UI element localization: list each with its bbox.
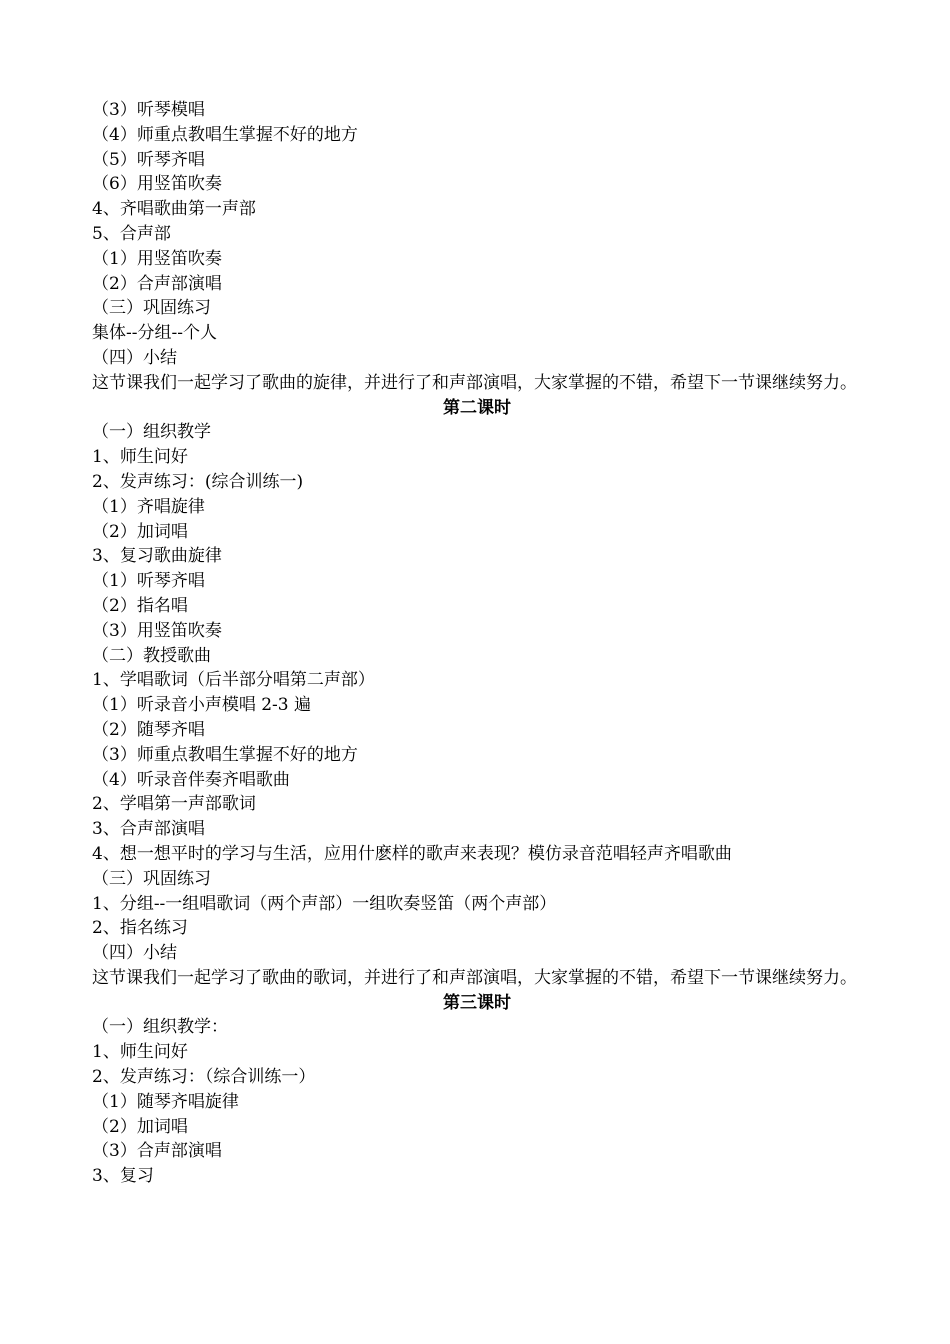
text-line: （4）听录音伴奏齐唱歌曲 <box>92 769 290 790</box>
text-line: 2、指名练习 <box>92 918 188 939</box>
text-line: （2）加词唱 <box>92 521 188 542</box>
text-line: 集体--分组--个人 <box>92 323 217 344</box>
text-line: （1）用竖笛吹奏 <box>92 248 222 269</box>
text-line: （一）组织教学： <box>92 1017 228 1038</box>
summary-paragraph: 这节课我们一起学习了歌曲的旋律，并进行了和声部演唱，大家掌握的不错，希望下一节课继续努力。 <box>92 372 857 393</box>
text-line: （四）小结 <box>92 943 177 964</box>
text-line: （二）教授歌曲 <box>92 645 211 666</box>
section-2 <box>92 396 862 991</box>
text-line: 1、学唱歌词（后半部分唱第二声部） <box>92 670 375 691</box>
text-line: （2）加词唱 <box>92 1116 188 1137</box>
text-line: （1）随琴齐唱旋律 <box>92 1091 239 1112</box>
document-page <box>92 98 862 1189</box>
text-line: （3）听琴模唱 <box>92 100 205 120</box>
text-line: （6）用竖笛吹奏 <box>92 174 222 195</box>
text-line: （2）合声部演唱 <box>92 273 222 294</box>
text-line: （3）师重点教唱生掌握不好的地方 <box>92 744 358 765</box>
text-line: 3、复习歌曲旋律 <box>92 546 222 567</box>
text-line: （三）巩固练习 <box>92 298 211 319</box>
text-line: （三）巩固练习 <box>92 868 211 889</box>
text-line: （2）指名唱 <box>92 595 188 616</box>
text-line: （3）合声部演唱 <box>92 1141 222 1162</box>
text-line: （1）齐唱旋律 <box>92 496 205 517</box>
text-line: （1）听琴齐唱 <box>92 571 205 592</box>
summary-paragraph: 这节课我们一起学习了歌曲的歌词，并进行了和声部演唱，大家掌握的不错，希望下一节课继续努力。 <box>92 967 857 988</box>
text-line: （四）小结 <box>92 347 177 368</box>
text-line: 3、复习 <box>92 1166 154 1187</box>
section-3 <box>92 991 862 1189</box>
text-line: 1、师生问好 <box>92 447 188 468</box>
text-line: 2、学唱第一声部歌词 <box>92 794 256 815</box>
text-line: （1）听录音小声模唱 2-3 遍 <box>92 695 311 716</box>
text-line: 1、分组--一组唱歌词（两个声部）一组吹奏竖笛（两个声部） <box>92 893 557 914</box>
text-line: （2）随琴齐唱 <box>92 719 205 740</box>
text-line: 5、合声部 <box>92 223 171 244</box>
text-line: （一）组织教学 <box>92 422 211 443</box>
text-line: 2、发声练习：(综合训练一) <box>92 471 304 492</box>
text-line: 4、想一想平时的学习与生活，应用什麽样的歌声来表现？模仿录音范唱轻声齐唱歌曲 <box>92 843 732 864</box>
section-heading: 第三课时 <box>443 992 511 1013</box>
text-line: 1、师生问好 <box>92 1042 188 1063</box>
text-line: （4）师重点教唱生掌握不好的地方 <box>92 124 358 145</box>
section-heading: 第二课时 <box>443 397 511 418</box>
section-1 <box>92 98 862 396</box>
text-line: 4、齐唱歌曲第一声部 <box>92 199 256 220</box>
text-line: （5）听琴齐唱 <box>92 149 205 170</box>
text-line: （3）用竖笛吹奏 <box>92 620 222 641</box>
text-line: 2、发声练习：（综合训练一） <box>92 1067 316 1088</box>
text-line: 3、合声部演唱 <box>92 819 205 840</box>
